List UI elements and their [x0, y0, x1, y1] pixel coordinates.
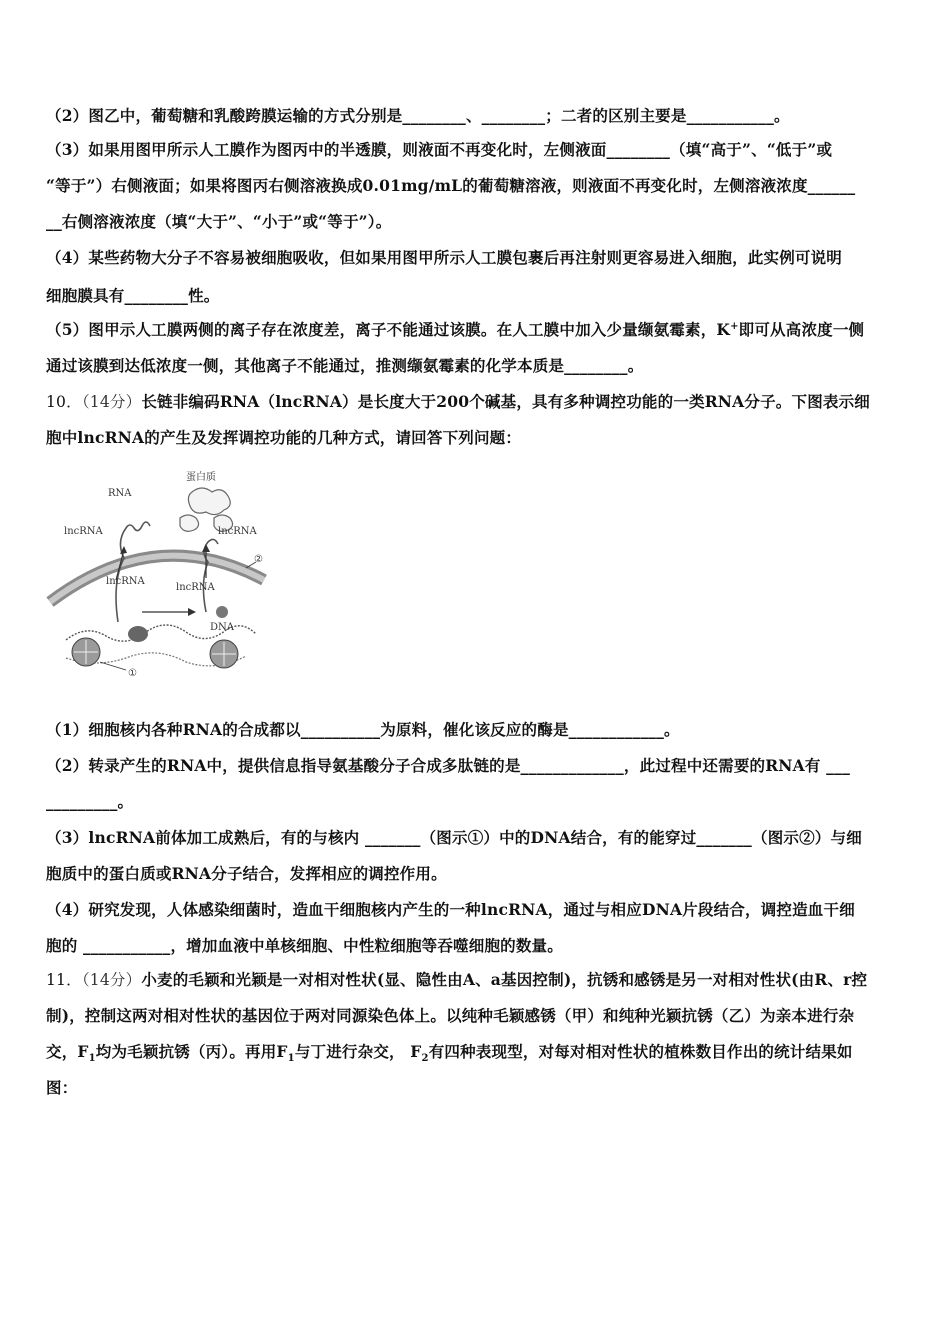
- q11-stem-line2: 制)，控制这两对相对性状的基因位于两对同源染色体上。以纯种毛颖感锈（甲）和纯种光颖抗锈（乙）为亲本进行杂: [46, 1006, 855, 1025]
- label-rna: RNA: [108, 488, 132, 499]
- q11-stem-text: 小麦的毛颖和光颖是一对相对性状(显、隐性由A、a基因控制)，抗锈和感锈是另一对相对性状(由R、r控: [141, 970, 868, 989]
- q10-number: 10．: [46, 393, 82, 411]
- q10-score: （14分）: [81, 393, 142, 411]
- q9-part5-text-a: （5）图甲示人工膜两侧的离子存在浓度差，离子不能通过该膜。在人工膜中加入少量缬氨霉素，K: [46, 320, 731, 339]
- label-lncrna-right: lncRNA: [218, 526, 257, 537]
- protein-blob-left: [180, 515, 199, 531]
- protein-blob: [188, 488, 230, 515]
- q10-sub2-line1: （2）转录产生的RNA中，提供信息指导氨基酸分子合成多肽链的是_____________，此过程中还需要的RNA有 ___: [46, 756, 851, 775]
- q10-sub4-line1: （4）研究发现，人体感染细菌时，造血干细胞核内产生的一种lncRNA，通过与相应DNA片段结合，调控造血干细: [46, 900, 855, 919]
- q9-part4-line2: 细胞膜具有________性。: [46, 286, 220, 305]
- f1-subscript: 1: [88, 1053, 96, 1065]
- label-dna: DNA: [210, 622, 234, 633]
- potassium-superscript: +: [730, 320, 739, 332]
- q9-part5-text-b: 即可从高浓度一侧: [738, 320, 865, 339]
- q11-stem-line4: 图：: [46, 1078, 78, 1097]
- q11-l3-a: 交，F: [46, 1042, 89, 1061]
- q10-stem-text: 长链非编码RNA（lncRNA）是长度大于200个碱基，具有多种调控功能的一类RNA分子。下图表示细: [141, 392, 870, 411]
- q9-part5-line1: [46, 318, 864, 340]
- lncrna-diagram: [46, 462, 276, 688]
- q11-l3-c: 与丁进行杂交， F: [294, 1042, 422, 1061]
- q11-l3-b: 均为毛颖抗锈（丙）。再用F: [95, 1042, 288, 1061]
- q10-sub3-line1: （3）lncRNA前体加工成熟后，有的与核内 _______（图示①）中的DNA结合，有的能穿过_______（图示②）与细: [46, 828, 862, 847]
- arrow-right-head: [188, 608, 196, 616]
- label-lncrna-mid1: lncRNA: [106, 576, 145, 587]
- label-circle-1: ①: [128, 668, 137, 679]
- arrow-up-right-head: [202, 544, 210, 552]
- label-protein: 蛋白质: [186, 472, 216, 483]
- f1-subscript-2: 1: [287, 1053, 295, 1065]
- q9-part5-line2: 通过该膜到达低浓度一侧，其他离子不能通过，推测缬氨霉素的化学本质是________。: [46, 356, 644, 375]
- label-lncrna-mid2: lncRNA: [176, 582, 215, 593]
- q9-part4-line1: （4）某些药物大分子不容易被细胞吸收，但如果用图甲所示人工膜包裹后再注射则更容易进入细胞，此实例可说明: [46, 248, 842, 267]
- q9-part3-line1: （3）如果用图甲所示人工膜作为图丙中的半透膜，则液面不再变化时，左侧液面________（填“高于”、“低于”或: [46, 140, 833, 159]
- q10-sub3-line2: 胞质中的蛋白质或RNA分子结合，发挥相应的调控作用。: [46, 864, 447, 883]
- q10-sub4-line2: 胞的 ___________，增加血液中单核细胞、中性粒细胞等吞噬细胞的数量。: [46, 936, 563, 955]
- rna-polymerase: [128, 626, 148, 642]
- q11-l3-d: 有四种表现型，对每对相对性状的植株数目作出的统计结果如: [428, 1042, 853, 1061]
- lncrna-dna-complex: [216, 606, 228, 618]
- q11-number: 11．: [46, 971, 82, 989]
- q11-stem-line1: [46, 968, 867, 990]
- q10-sub2-line2: _________。: [46, 792, 134, 811]
- pointer-1: [100, 662, 126, 670]
- lncrna-diagram-svg: [46, 462, 276, 688]
- lncrna-strand-left: [116, 522, 150, 622]
- q10-stem-line1: [46, 390, 870, 412]
- label-circle-2: ②: [254, 554, 263, 565]
- q9-part3-line2: “等于”）右侧液面；如果将图丙右侧溶液换成0.01mg/mL的葡萄糖溶液，则液面不再变化时，左侧溶液浓度______: [46, 176, 856, 195]
- q11-stem-line3: [46, 1040, 853, 1064]
- q10-sub1: （1）细胞核内各种RNA的合成都以__________为原料，催化该反应的酶是____________。: [46, 720, 680, 739]
- q9-part3-line3: __右侧溶液浓度（填“大于”、“小于”或“等于”）。: [46, 212, 392, 231]
- q11-score: （14分）: [81, 971, 142, 989]
- q10-stem-line2: 胞中lncRNA的产生及发挥调控功能的几种方式，请回答下列问题：: [46, 428, 522, 447]
- label-lncrna-left: lncRNA: [64, 526, 103, 537]
- f2-subscript: 2: [421, 1053, 429, 1065]
- q9-part2: （2）图乙中，葡萄糖和乳酸跨膜运输的方式分别是________、________；二者的区别主要是___________。: [46, 106, 790, 125]
